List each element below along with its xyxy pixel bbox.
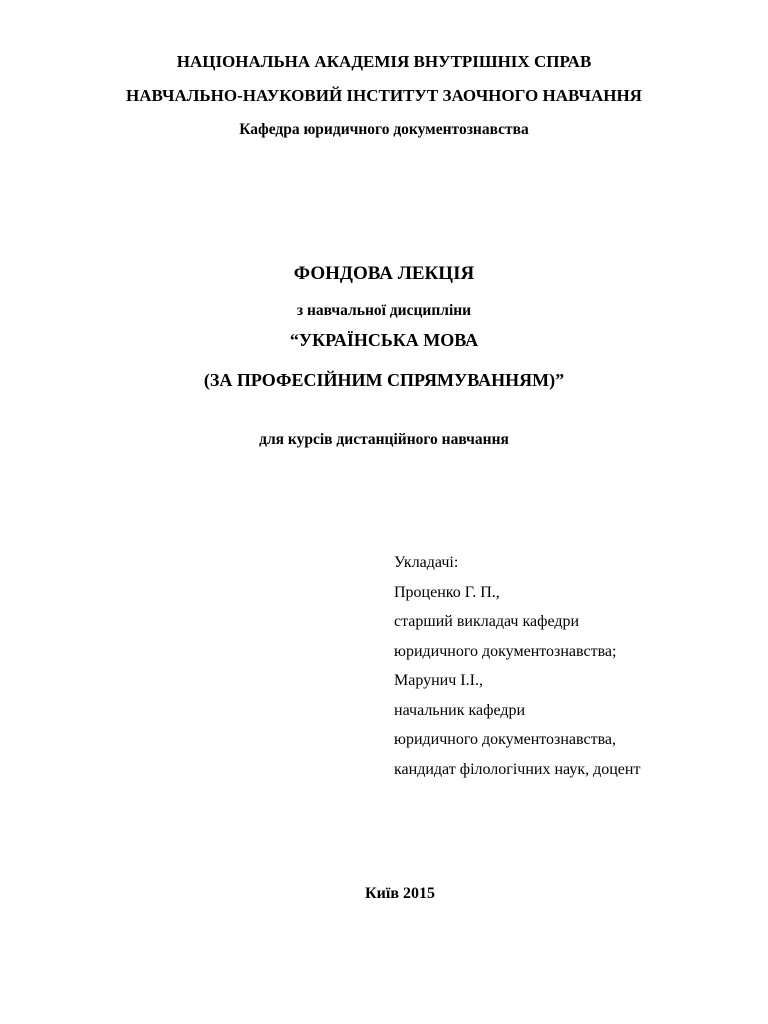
compilers-label: Укладачі: <box>394 554 459 571</box>
compiler-line: юридичного документознавства, <box>394 731 617 748</box>
course-title-line2: (ЗА ПРОФЕСІЙНИМ СПРЯМУВАННЯМ)” <box>203 370 565 390</box>
compilers-block <box>394 548 734 784</box>
compiler-line: начальник кафедри <box>394 701 526 719</box>
place-year: Київ 2015 <box>365 885 435 902</box>
lecture-title: ФОНДОВА ЛЕКЦІЯ <box>293 263 475 284</box>
academy-name: НАЦІОНАЛЬНА АКАДЕМІЯ ВНУТРІШНІХ СПРАВ <box>176 52 592 71</box>
discipline-intro: з навчальної дисципліни <box>296 302 472 319</box>
institute-name: НАВЧАЛЬНО-НАУКОВИЙ ІНСТИТУТ ЗАОЧНОГО НАВЧАННЯ <box>126 86 642 105</box>
department-name: Кафедра юридичного документознавства <box>239 121 529 138</box>
compiler-line: Проценко Г. П., <box>394 583 500 601</box>
audience-line: для курсів дистанційного навчання <box>259 431 509 448</box>
compiler-line: юридичного документознавства; <box>394 642 617 660</box>
compiler-line: кандидат філологічних наук, доцент <box>394 760 641 778</box>
compiler-line: старший викладач кафедри <box>394 613 580 630</box>
course-title-line1: “УКРАЇНСЬКА МОВА <box>289 330 479 350</box>
compiler-line: Марунич І.І., <box>394 672 483 689</box>
